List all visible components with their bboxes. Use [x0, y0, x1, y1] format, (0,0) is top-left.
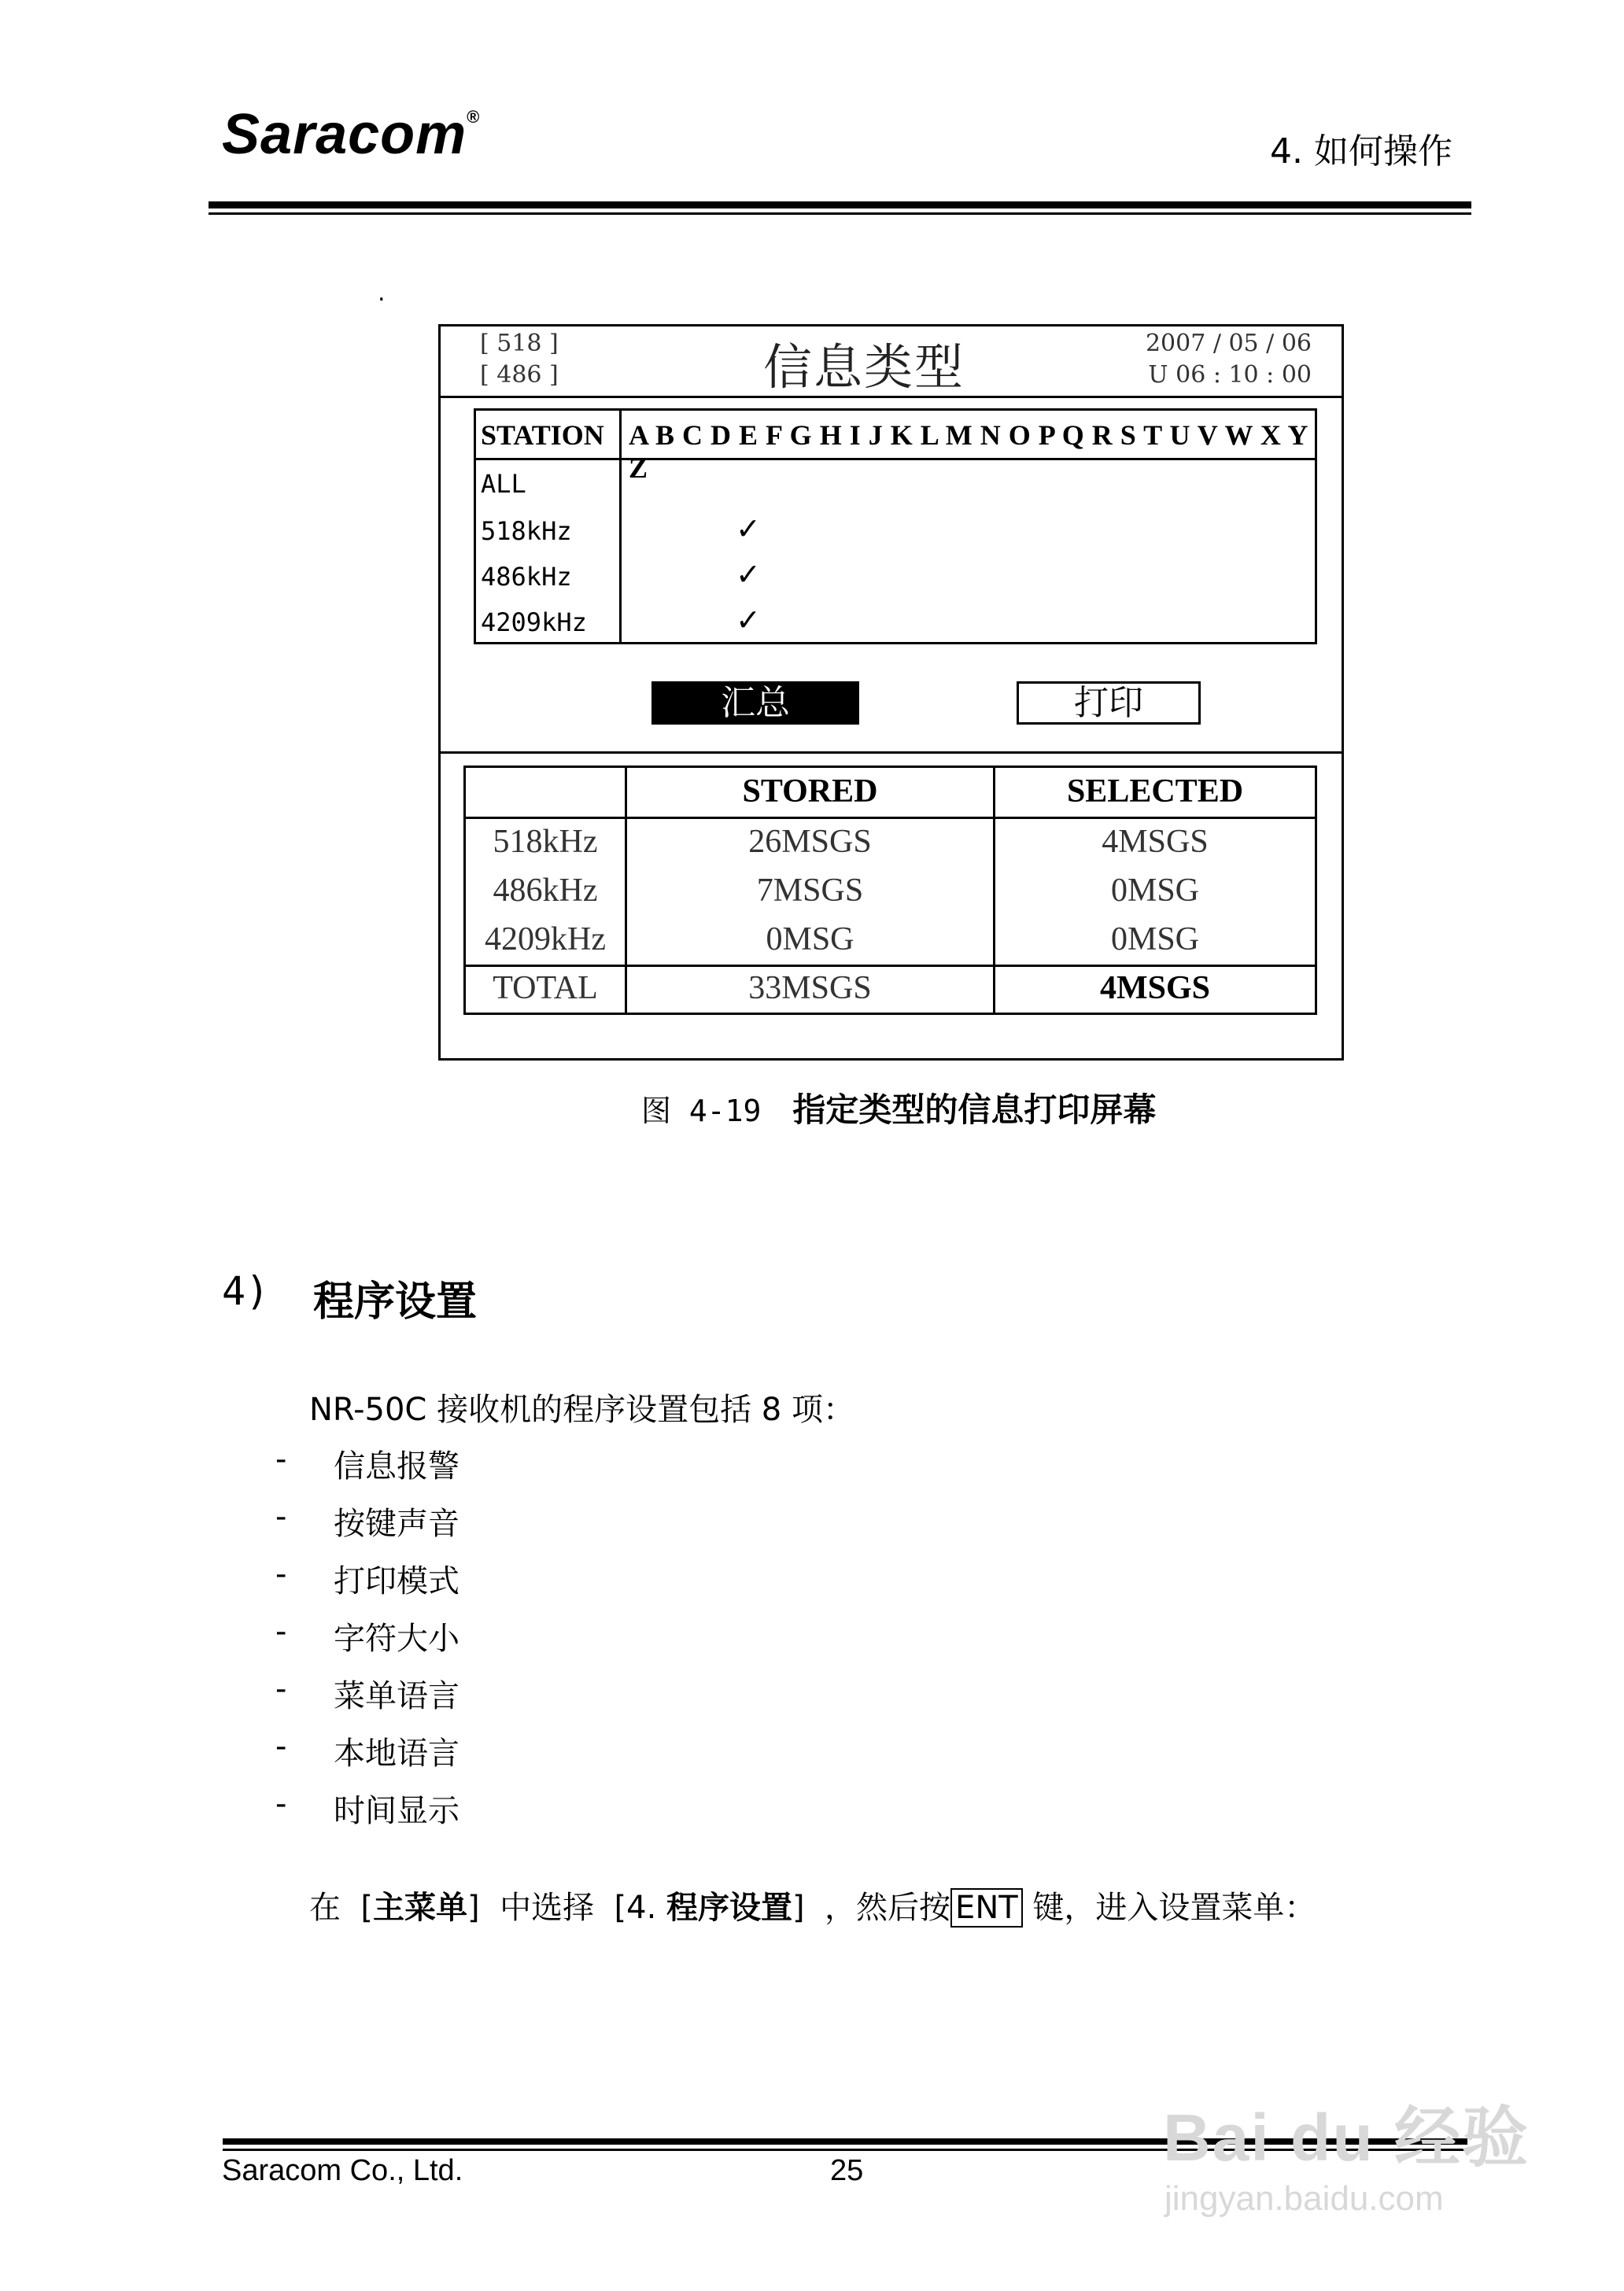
- stray-mark: .: [378, 279, 386, 307]
- summary-row-label: 4209kHz: [485, 921, 606, 957]
- screen-divider: [441, 751, 1342, 754]
- summary-stored-value: 26MSGS: [748, 824, 872, 860]
- instruction-paragraph: [309, 1883, 1316, 1928]
- table-divider: [619, 411, 622, 642]
- section-number: 4): [222, 1268, 270, 1314]
- ent-key: ENT: [950, 1888, 1023, 1928]
- station-header: STATION: [481, 419, 604, 451]
- list-bullet: -: [275, 1728, 287, 1765]
- instruction-text: 在 [: [309, 1890, 374, 1926]
- list-bullet: -: [275, 1499, 287, 1535]
- summary-stored-value: 0MSG: [766, 921, 854, 957]
- summary-selected-value: 0MSG: [1110, 872, 1200, 909]
- print-button[interactable]: 打印: [1017, 681, 1201, 725]
- saracom-logo: Saracom®: [222, 103, 481, 166]
- main-menu-ref: 主菜单: [373, 1890, 468, 1926]
- message-type-letters: A B C D E F G H I J K L M N O P Q R S T U V W X Y Z: [629, 419, 1308, 484]
- summary-total-stored: 33MSGS: [748, 970, 872, 1006]
- screen-date: 2007 / 05 / 06: [1145, 330, 1312, 357]
- screen-time: U 06 : 10 : 00: [1148, 361, 1312, 389]
- list-bullet: -: [275, 1556, 287, 1592]
- station-row-486[interactable]: 486kHz: [481, 562, 572, 592]
- list-bullet: -: [275, 1614, 287, 1650]
- summary-total-label: TOTAL: [493, 970, 598, 1006]
- station-row-518[interactable]: 518kHz: [481, 516, 572, 546]
- list-bullet: -: [275, 1671, 287, 1707]
- summary-row-label: 486kHz: [493, 872, 598, 909]
- station-row-4209[interactable]: 4209kHz: [481, 607, 587, 637]
- check-icon: ✓: [736, 557, 761, 592]
- baidu-watermark-url: jingyan.baidu.com: [1164, 2179, 1444, 2218]
- summary-total-selected: 4MSGS: [1099, 970, 1211, 1006]
- channel-1-indicator: [ 518 ]: [480, 330, 559, 357]
- check-icon: ✓: [736, 603, 761, 637]
- footer-company: Saracom Co., Ltd.: [222, 2154, 463, 2187]
- table-divider: [466, 965, 1315, 967]
- table-divider: [466, 817, 1315, 819]
- list-item: 按键声音: [334, 1506, 460, 1542]
- summary-selected-value: 0MSG: [1110, 921, 1200, 957]
- figure-caption-text: 指定类型的信息打印屏幕: [792, 1090, 1157, 1129]
- list-item: 菜单语言: [334, 1678, 460, 1714]
- instruction-text: ] 中选择 [4.: [467, 1890, 666, 1926]
- summary-selected-value: 4MSGS: [1102, 824, 1209, 860]
- baidu-watermark-logo: Bai du 经验: [1163, 2101, 1530, 2175]
- check-icon: ✓: [736, 511, 761, 546]
- summary-stored-value: 7MSGS: [756, 872, 864, 909]
- device-screen: [438, 324, 1344, 1061]
- instruction-text: ] ，然后按: [792, 1890, 951, 1926]
- list-item: 本地语言: [334, 1736, 460, 1772]
- summary-row-label: 518kHz: [493, 824, 598, 860]
- section-title: 程序设置: [313, 1278, 478, 1326]
- list-item: 打印模式: [334, 1563, 460, 1599]
- summary-header-selected: SELECTED: [1066, 773, 1244, 810]
- summary-header-stored: STORED: [742, 773, 878, 810]
- header-rule: [209, 201, 1471, 208]
- page-number: 25: [830, 2154, 864, 2187]
- section-intro: NR-50C 接收机的程序设置包括 8 项：: [309, 1392, 854, 1428]
- station-row-all[interactable]: ALL: [481, 469, 526, 499]
- list-bullet: -: [275, 1786, 287, 1822]
- screen-top-bar: [441, 326, 1342, 398]
- list-item: 时间显示: [334, 1793, 460, 1829]
- list-bullet: -: [275, 1441, 287, 1478]
- message-summary-table: [463, 766, 1317, 1015]
- channel-2-indicator: [ 486 ]: [480, 361, 559, 389]
- list-item: 信息报警: [334, 1448, 460, 1485]
- figure-caption: [641, 1084, 1156, 1131]
- screen-title: 信息类型: [763, 338, 965, 396]
- figure-number: 图 4-19: [641, 1094, 762, 1128]
- header-rule-thin: [209, 212, 1471, 215]
- program-setting-ref: 程序设置: [666, 1890, 792, 1926]
- instruction-text: 键，进入设置菜单：: [1022, 1890, 1316, 1926]
- summary-button[interactable]: 汇总: [651, 681, 859, 725]
- station-type-table: [474, 408, 1317, 644]
- list-item: 字符大小: [334, 1621, 460, 1657]
- chapter-title: 4. 如何操作: [1270, 131, 1452, 172]
